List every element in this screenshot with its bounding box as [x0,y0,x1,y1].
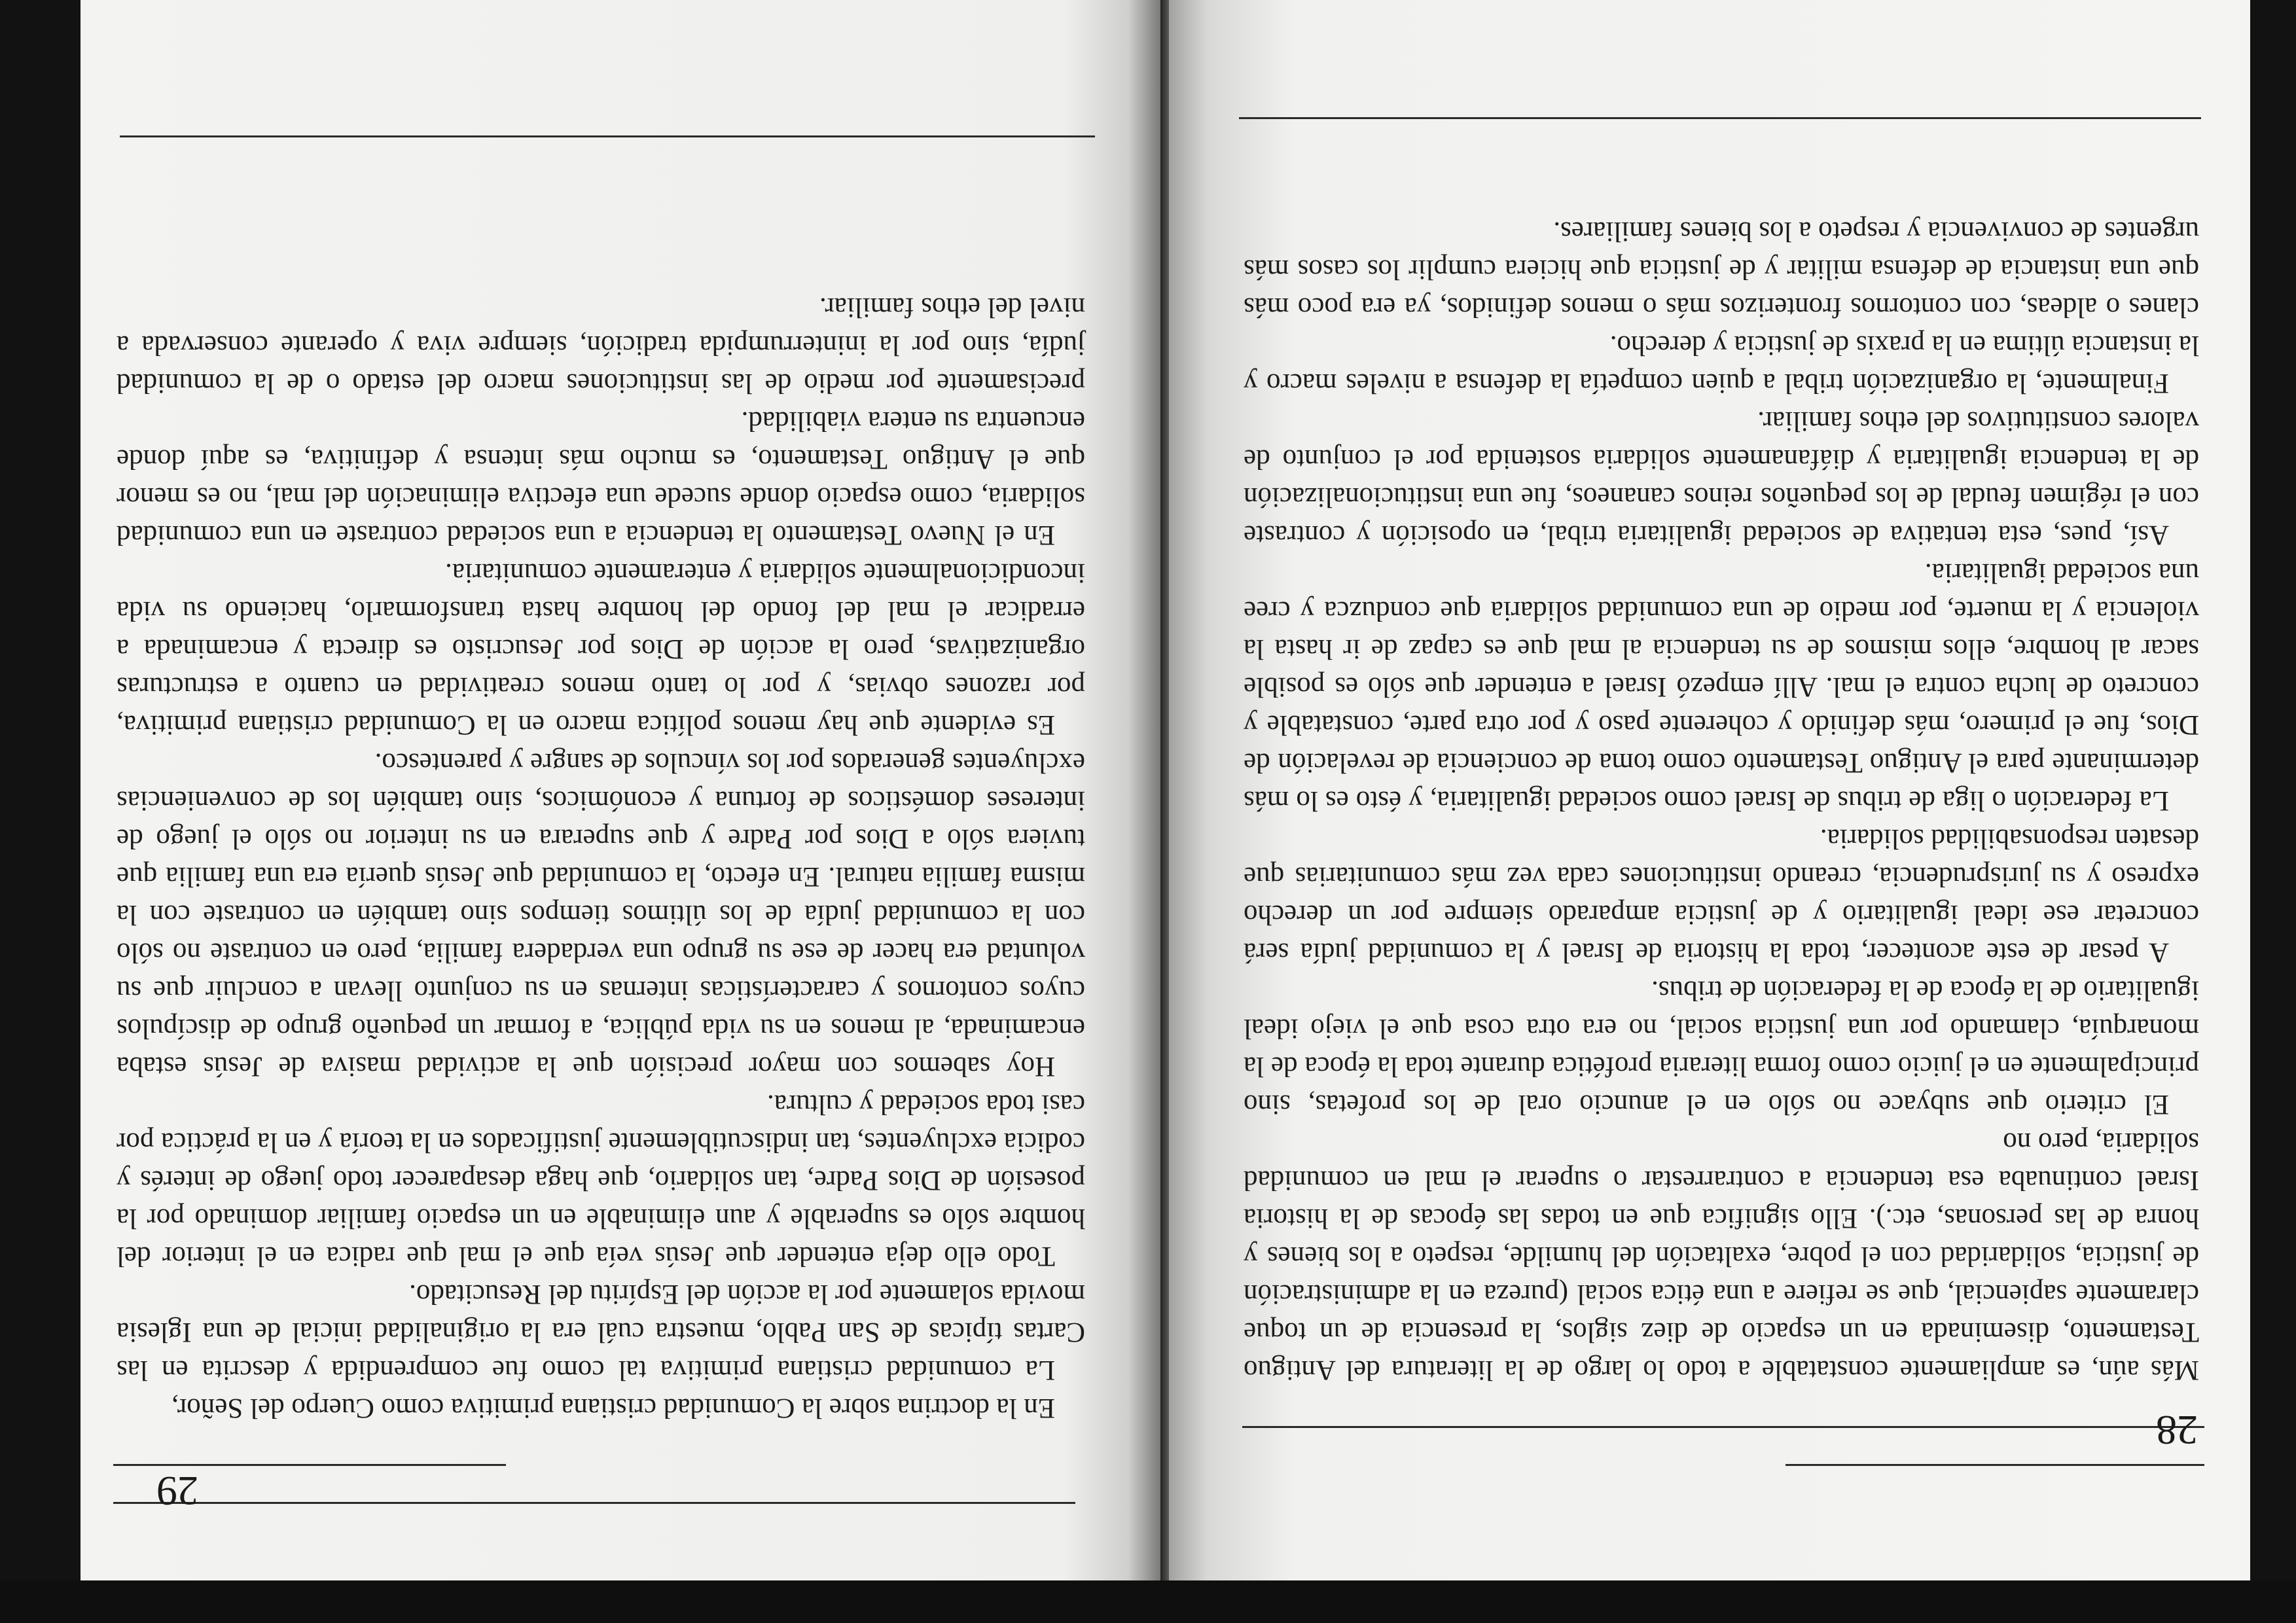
page-28 [1164,0,2250,1585]
page-29-body [117,288,1085,1427]
header-rule-long [113,1502,1075,1504]
paragraph: La comunidad cristiana primitiva tal como fue comprendida y descrita en las Cartas típicas de San Pablo, muestra cuál era la originalidad inicial de una Iglesia movida solamente por la acción del Espíritu del Resucitado. [117,1279,1085,1385]
paragraph: En el Nuevo Testamento la tendencia a una sociedad contraste en una comunidad solidaria, como espacio donde sucede una efectiva eliminación del mal, no es menor que el Antiguo Testamento, es mucho más intensa y definitiva, es aquí donde encuentra su entera viabilidad. [117,406,1085,550]
paragraph: Más aún, es ampliamente constatable a todo lo largo de la literatura del Antiguo Testamento, diseminada en un espacio de diez siglos, la presencia de un toque claramente sapiencial, que se refiere a una ética social (pureza en la administración de justicia, solidaridad con el pobre, exaltación del humilde, respeto a los bienes y honra de las personas, etc.). Ello significa que en todas las épocas de la historia Israel continuaba esa tendencia a contrarrestar o superar el mal en comunidad solidaria, pero no [1244,1127,2199,1385]
scanner-edge [0,1580,2296,1623]
page-number: 28 [2156,1407,2198,1454]
page-number: 29 [156,1468,198,1514]
header-rule-short [113,1464,506,1466]
paragraph: Así, pues, esta tentativa de sociedad igualitaria tribal, en oposición y contraste con el régimen feudal de los pequeños reinos cananeos, fue una institucionalización de la tendencia igualitaria y diáfanamente solidaria sostenida por el conjunto de valores constitutivos del ethos familiar. [1244,406,2199,550]
page-29 [81,0,1160,1623]
paragraph: La federación o liga de tribus de Israel como sociedad igualitaria, y ésto es lo más determinante para el Antiguo Testamento como toma de conciencia de revelación de Dios, fue el primero, más definido y coherente paso y por otra parte, constatable y concreto de lucha contra el mal. Allí empezó Israel a entender que sólo es posible sacar al hombre, ellos mismos de su tendencia al mal que es capaz de ir hasta la violencia y la muerte, por medio de una comunidad solidaria que conduzca y cree una sociedad igualitaria. [1244,558,2199,816]
footer-rule [1239,117,2201,119]
paragraph: En la doctrina sobre la Comunidad cristiana primitiva como Cuerpo del Señor, [171,1393,1055,1423]
paragraph: precisamente por medio de las instituciones macro del estado o de la comunidad judía, sino por la ininterrumpida tradición, siempre viva y operante conservada a nivel del ethos familiar. [117,292,1085,399]
paragraph: clanes o aldeas, con contornos fronterizos más o menos definidos, ya era poco más que una instancia de defensa militar y de justicia que hiciera cumplir los casos más urgentes de convivencia y respeto a los bienes familiares. [1244,216,2199,323]
paragraph: El criterio que subyace no sólo en el anuncio oral de los profetas, sino principalmente en el juicio como forma literaria profética durante toda la época de la monarquía, clamando por una justicia social, no era otra cosa que el viejo ideal igualitario de la época de la federación de tribus. [1244,975,2199,1120]
footer-rule [120,135,1095,137]
paragraph: Finalmente, la organización tribal a quien competía la defensa a niveles macro y la instancia última en la praxis de justicia y derecho. [1244,330,2199,399]
page-28-body [1244,212,2199,1389]
header-rule-short [1785,1464,2204,1466]
paragraph: Todo ello deja entender que Jesús veía que el mal que radica en el interior del hombre sólo es superable y aun eliminable en un espacio familiar dominado por la posesión de Dios Padre, tan solidario, que haga desaparecer todo juego de interés y codicia excluyentes, tan indiscutiblemente justificados en la teoría y en la práctica por casi toda sociedad y cultura. [117,1089,1085,1272]
paragraph: Es evidente que hay menos política macro en la Comunidad cristiana primitiva, por razones obvias, y por lo tanto menos creatividad en cuanto a estructuras organizativas, pero la acción de Dios por Jesucristo es directa y encaminada a erradicar el mal del fondo del hombre hasta transformarlo, haciendo su vida incondicionalmente solidaria y enteramente comunitaria. [117,558,1085,740]
paragraph: Hoy sabemos con mayor precisión que la actividad masiva de Jesús estaba encaminada, al menos en su vida pública, a formar un pequeño grupo de discípulos cuyos contornos y características internas en su conjunto llevan a concluir que su voluntad era hacer de ese su grupo una verdadera familia, pero en contraste no sólo con la comunidad judía de los últimos tiempos sino también en contraste con la misma familia natural. En efecto, la comunidad que Jesús quería era una familia que tuviera sólo a Dios por Padre y que superara en su interior no sólo el juego de intereses domésticos de fortuna y económicos, sino también los de conveniencias excluyentes generados por los vínculos de sangre y parentesco. [117,747,1085,1082]
header-rule-long [1242,1426,2204,1428]
paragraph: A pesar de este acontecer, toda la historia de Israel y la comunidad judía será concretar ese ideal igualitario y de justicia amparado siempre por un derecho expreso y su jurisprudencia, creando instituciones cada vez más comunitarias que desaten responsabilidad solidaria. [1244,823,2199,968]
